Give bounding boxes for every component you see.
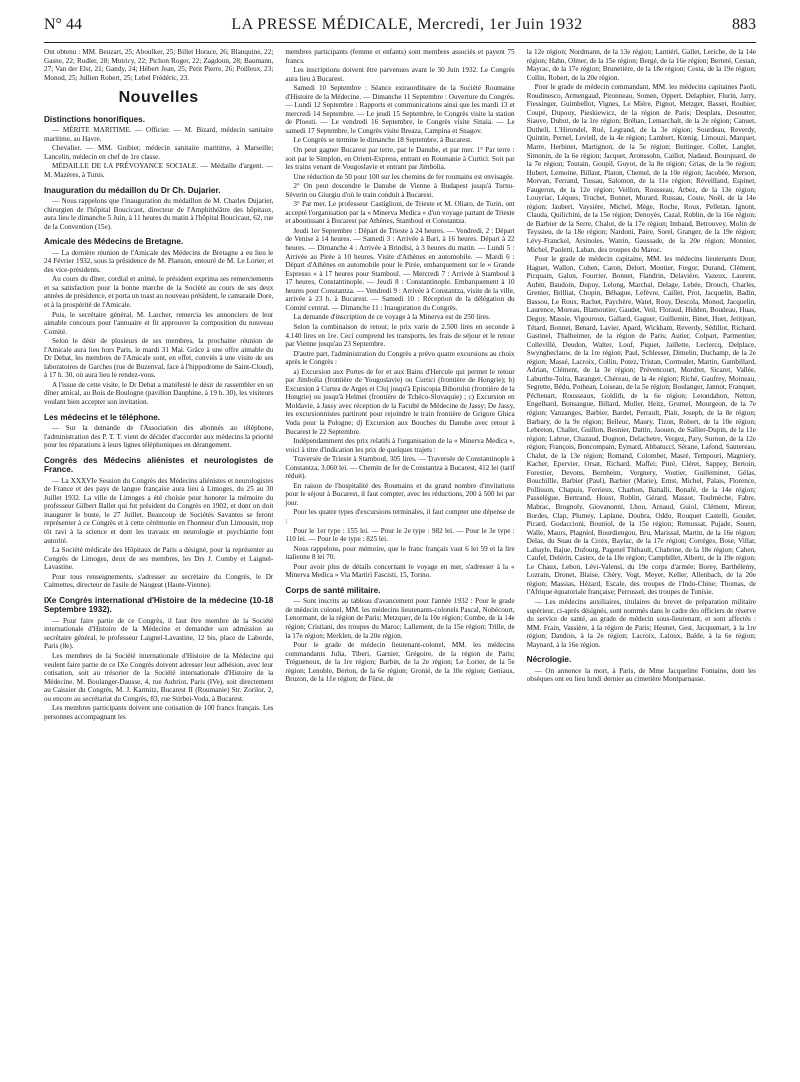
article-columns [44,48,756,1072]
paragraph: — Nous rappelons que l'inauguration du médaillon de M. Charles Dujarier, chirurgien de l'hôpital Boucicaut, directeur de l'Amphithéâtre des hôpitaux, aura lieu le dimanche 5 Juin, à 11 heures du matin à l'hôpital Boucicaut, 62, rue de la Convention (15e). [44,197,274,231]
paragraph: Selon la combinaison de retour, le prix varie de 2.500 lires en seconde à 4.140 lires en 1re. Ceci comprend les transports, les frais de séjour et le retour par Vienne jusqu'au 23 Septembre. [285,322,515,349]
paragraph: Jeudi 1er Septembre : Départ de Trieste à 24 heures. — Vendredi, 2 : Départ de Venise à 14 heures. — Samedi 3 : Arrivée à Bari, à 16 heures. Départ à 22 heures. — Dimanche 4 : Arrivée à Brindisi, à 3 heures du matin. — Lundi 5 : Arrivée au Pirée à 10 heures. Visite d'Athènes en automobile. — Mardi 6 : Départ d'Athènes en automobile pour le Pirée, embarquement sur le « Grande Espresso » à 17 heures pour Stamboul. — Mercredi 7 : Arrivée à Stamboul à 17 heures, Constantinople. — Jeudi 8 : Constantinople. Embarquement à 10 heures pour Constantza. — Vendredi 9 : Arrivée à Constantza, visite de la ville, arrivée à 23 h. à Bucarest. — Samedi 10 : Réception de la délégation du Comité central. — Dimanche 11 : Inauguration du Congrès. [285,226,515,312]
heading-distinctions: Distinctions honorifiques. [44,114,145,124]
paragraph: Les membres participants doivent une cotisation de 100 francs français. Les personnes accompagnant les [44,704,274,721]
paragraph: — La dernière réunion de l'Amicale des Médecins de Bretagne a eu lieu le 24 Février 1932, sous la présidence de M. Planson, entouré de M. Le Lorier, et des vice-présidents. [44,248,274,274]
paragraph: MÉDAILLE DE LA PRÉVOYANCE SOCIALE. — Médaille d'argent. — M. Mazères, à Tunis. [44,162,274,179]
page-header [44,16,756,40]
heading-corps-sante: Corps de santé militaire. [285,585,381,595]
paragraph: En raison de l'hospitalité des Roumains et du grand nombre d'invitations pour le séjour à Bucarest, il faut compter, avec les réductions, 200 à 500 lei par jour. [285,481,515,507]
paragraph: — MÉRITE MARITIME. — Officier. — M. Bizard, médecin sanitaire maritime, au Havre. [44,126,274,143]
paragraph: Pour tous renseignements, s'adresser au secrétaire du Congrès, le Dr Calmettes, directeur de l'asile de Naugeat (Haute-Vienne). [44,572,274,590]
paragraph: a) Excursion aux Portes de fer et aux Bains d'Hercule qui permet le retour par Jimbolia (frontière de Yougoslavie) ou Curtici (frontière de Hongrie); b) Excursion à Curtea de Arges et Cluj jusqu'à Episcopia Bihorului (frontière de la Hongrie) ou jusqu'à Helmei (frontière de Tchéco-Slovaquie) ; c) Excursion en Moldavie, à Jassy avec réception de la Faculté de Médecine de Jassy; De Jassy, les excursionnistes partiront pour rejoindre le train frontière de Grigore Ghica Voda pour la Pologne; d) Excursion aux Bouches du Danube avec retour à Bucarest le 22 Septembre. [285,367,515,436]
paragraph: Puis, le secrétaire général, M. Larcher, remercia les annonciers de leur aimable concours pour l'annuaire et fit approuver la composition du nouveau Comité. [44,310,274,336]
paragraph: — On annonce la mort, à Paris, de Mme Jacqueline Fontaine, dont les obsèques ont eu lieu lundi dernier au cimetière Montparnasse. [526,666,756,684]
paragraph: On peut gagner Bucarest par terre, par le Danube, et par mer. 1° Par terre : soit par le Simplon, en Orient-Express, entrant en Roumanie à Curtici. Soit par les trains venant de Vougoslavie et entrant par Jimbolia. [285,146,515,172]
paragraph: Pour avoir plus de détails concernant le voyage en mer, s'adresser à la « Minerva Medica » Via Martiri Fascisti, 15, Torino. [285,562,515,580]
heading-congres-histoire: IXe Congrès international d'Histoire de la médecine (10-18 Septembre 1932). [44,595,274,615]
heading-congres-alienistes: Congrès des Médecins aliénistes et neurologistes de France. [44,455,274,475]
paragraph: 3° Par mer. Le professeur Castiglioni, de Trieste et M. Oliaro, de Turin, ont accepté l'organisation par la « Minerva Medica » d'un voyage partant de Trieste et aboutissant à Bucarest par Athènes, Stamboul et Constantza. [285,200,515,226]
heading-telephone: Les médecins et le téléphone. [44,412,161,422]
paragraph: D'autre part, l'administration du Congrès a prévu quatre excursions au choix après le Congrès : [285,349,515,367]
paragraph: Une réduction de 50 pour 100 sur les chemins de fer roumains est envisagée. [293,172,515,181]
paragraph: — Les médecins auxiliaires, titulaires du brevet de préparation militaire supérieur, ci-après désignés, sont nommés dans le cadre des officiers de réserve du service de santé, au grade de médecin sous-lieutenant, et sont affectés : MM. Frain, Vassière, à la région de Paris; Heunet, Gest, Jacquemart, à la 1re région; Dandois, à la 2e région; Lacroix, Laloux, Balde, à la 6e région; Maynard, à la 16e région. [526,598,756,649]
paragraph: Pour le grade de médecin capitaine, MM. les médecins lieutenants Dour, Haguet, Wallon, Cohen, Caron, Delort, Moutier, Fregor, Durand, Clément, Picquain, Galon, Fourrier, Bonnet, Flandrin, Delavière, Vazeux, Laurent, Aubin, Baudoin, Dupuy, Lelong, Marchal, Delage, Lebée, Drouch, Charles, Grenier, Brilliat, Chopin, Béhague, Lefèvre, Caillet, Prot, Jacquelin, Badin, Bassou, Le Roux, Rachet, Paychère, Watel, Rouy, Descola, Monod, Jacquelin, Laurence, Moreau, Blamoutier, Gaudet, Veil, Floraud, Hidden, Boudeau, Huas, Deguy, Massie, Vigouroux, Gallard, Gaguer, Guillemin, Binet, Huet, Jetitjean, Tétard, Bonnet, Benard, Lavier, Apard, Wickham, Reverdy, Sédillot, Richard, Gastinel, Thalheimer, de la région de Paris; Autier, Colpart, Parmentier, Collevillé, Deudon, Walter, Louf, Piquet, Jaillette, Leclercq, Delplace, Swyngheclauw, de la 1re région; Paul, Schlesser, Dimelin, Duchamp, de la 2e région; Massé, Lacroix, Collin, Potez, Tristan, Cormudet, Martin, Gambillard, Adrian, Clément, de la 3e région; Prévencourt, Mordret, Sicaret, Vallée, Laburthe-Tolra, Baranger, Chéreau, de la 4e région; Riché, Gaufrey, Moineau, Segrette, Bédu, Pothean, Loiseau, de la 5e région; Boulanger, Jannot, Franquet, Péchenart, Rousseaux, Goldith, de la 6e région; Letondahon, Netton, Engelhard, Bonsaugue, Billard, Muller, Heitz, Grumel, Mourgeon, de la 7e région; Vanzanges, Barbier, Bardet, Perrault, Plait, Joseph, de la 8e région; Barbary, de la 9e région; Belleuc, Maury, Tizon, Robert, de la 10e région; Lebreton, Challet, Guillon, Besnier, Dattin, Jaouen, de Sallier-Dupin, de la 11e région; Labrue, Chazaud, Dognon, Delachetre, Vergez, Pary, Surnun, de la 12e région; François, Boncompain, Eymard, Abbatucci, Sérane, Lafond, Sautereau, Chalut, de la 13e région; Romand, Colombet, Masré, Tempouri, Magniery, Kacher, Epervier, Orsat, Richard, Maffei; Pitré, Cléret, Sappey, Bertoin, Forestier, Devons, Bernheim, Vergnery, Voutier, Guilleminet, Gélas, Bouchillle, Barbier (Paul), Barbier (Marie), Ernst, Michel, Palais, Florence, Pollisson, Chapuis, Ferrieux, Charbon, Battalli, Bonafé, de la 14e région; Passelègue, Bertrand, Houst, Roblin, Gérard, Massot, Toulmèche, Fabre, Mabrac, Brognoly, Giovanonni, Lhou, Arnaud, Guiol, Clément, Mireur, Bordes, Clap, Plumey, Laplane, Doubra, Oddo, Rouquet Castelli, Goudet, Picard, Godaccioni, Bouniol, de la 15e région; Remussat, Pujade, Souen, Walle, Maurs, Plagniol, Bourdiengou, Bru, Marissal, Martin, de la 16e région; Delas, du Suau de la Croix, Baylac, de la 17e région; Corréges, Bose, Villar, Labayle, Bajue, Dufourg, Pagenel Thibault, Chabrine, de la 18e région; Cahen, Caufel, Delérin, Castex, de la 18e région; Campbillet, Alberti, de la 19e région; Le Chaux, Lebon, Lévi-Valensi, du 19e corps d'armée; Borey, Barthélemy, Lozrain, Dronet, Blaise, Chéry, Vogt, Meyer, Keller, Allenbach, de la 20e région; Massias, Hézard, Escale, des troupes de l'Indo-Chine; Thomas, de l'Afrique équatoriale française; Perrussel, des troupes de Tunisie. [526,255,756,597]
paragraph: Traversée de Trieste à Stamboul, 305 lires. — Traversée de Constantinople à Constantza, 3.060 lei. — Chemin de fer de Constantza à Bucarest, 412 lei (tarif réduit). [285,455,515,481]
paragraph: Pour le grade de médecin lieutenant-colonel, MM. les médecins commandants Julia, Tiberi, Garnier, Grégoire, de la région de Paris; Tréguenoux, de la 1re région; Barbin, de la 2e région; Le Lorier, de la 5e région; Lenoble, Berton, de la 6e région; Gronié, de la 10e région; Geniaux, Bruzon, de la 11e région; de Fürst, de [285,641,515,684]
paragraph: Le Congrès se termine le dimanche 18 Septembre, à Bucarest. [293,136,472,145]
column-1 [44,48,273,1072]
results-paragraph: Ont obtenu : MM. Beuzart, 25; Aboulker, 25; Billet Horace, 26; Blanquine, 22; Gasne, 22; Rudler, 28; Mutricy, 22; Pichon Roger, 22; Zagdoun, 28; Baumann, 27; Van der Elst, 21; Gandy, 24; Hébert Jean, 25; Petit Pierre, 26; Poilleux, 23; Monod, 25; Jullien Robert, 25; Lebel Frédéric, 23. [44,48,274,82]
paragraph: membres participants (femme et enfants) sont membres associés et payent 75 francs. [285,48,515,65]
heading-inauguration: Inauguration du médaillon du Dr Ch. Dujarier. [44,185,221,195]
paragraph: — Sur la demande de l'Association des abonnés au téléphone, l'administration des P. T. T. vient de décider d'accorder aux médecins la priorité pour les réparations à leurs lignes téléphoniques en dérangement. [44,424,274,450]
heading-amicale: Amicale des Médecins de Bretagne. [44,237,184,247]
paragraph: Au cours du dîner, cordial et animé, le président exprima ses remerciements et sa satisfaction pour la bonne marche de la Société au cours de ses deux années de présidence, et porta un toast au nouveau président, le camarade Dore, et à la prospérité de l'Amicale. [44,275,274,309]
column-2 [285,48,514,1072]
section-heading-nouvelles: Nouvelles [118,89,199,107]
paragraph: — Pour faire partie de ce Congrès, il faut être membre de la Société internationale d'Histoire de la Médecine et demander son admission au secrétaire général, le professeur Laignel-Lavastine, 12 bis, place de Laborde, Paris (8e). [44,616,274,651]
paragraph: La Société médicale des Hôpitaux de Paris a désigné, pour la représenter au Congrès de Limoges, deux de ses membres, les Drs J. Comby et Laignel-Lavastine. [44,546,274,572]
column-3 [527,48,756,1072]
page-number: 883 [731,16,756,33]
paragraph: la 12e région; Nordmann, de la 13e région; Lantiéri, Gallet, Leriche, de la 14e région; Hahn, Olmer, de la 15e région; Bergé, de la 16e région; Berteté, Cestan, Mayrac, de la 17e région; Brunetière, de la 18e région; Costa, de la 19e région; Collin, Robert, de la 20e région. [526,48,756,82]
paragraph: Pour le grade de médecin commandant, MM. les médecins capitaines Paoli, Roudinesco, Armengaud, Pironneau, Somen, Oppert, Delaphier, Flurin, Jarry, Fiessinger, Guimbellot, Vignes, Le Mière, Pignot, Metzger, Basset, Roubier, Coupé, Dupouy, Pieskiewicz, de la région de Paris; Desplats, Desoutter, Siauve, Dubot, de la 1re région; Bréhan, Lemarchalt, de la 2e région; Canuet, Duthell, L'Hirondel, Rué, Legrand, de la 3e région; Sourdeau, Reverdy, Quintin, Pernel, Leviell, de la 4e région; Lambert, Kœnig, Limouzi, Marquet, Marre, Herbinet, Martignon, de la 5e région; Buttinger, Collet, Langlet, Simonin, de la 6e région; Jacquet, Aronssohn, Caillot, Nadaud, Bourquard, de la 7e région; Toutain, Goupil, Guyot, de la 8e région; Grias, de la 9e région; Hubert, Lemoine, Billaut, Platon, Chemel, de la 10e région; Jacobée, Merson, Morvan, Ferrand, Tussau, Salomon, de la 11e région; Réveilland, Espinet, Faugeron, de la 12e région; Veillon, Rousseau, Arbez, de la 13e région; Louyriac, Lèques, Truchet, Bonnet, Murard, Russau, Coste, Noël, de la 14e région; Jaubert, Vaysière, Michel, Mège, Roche, Roux, Pelletan, Ignont, Clauda, Quilichini, de la 15e région; Denoyès, Cazal, Roblin, de la 16e région; de Barbier de la Serre, Chalot, de la 17e région; Imbaud, Betrouvey, Molin de Teyssieu, de la 18e région; Nardoni, Paire, Sorel, Granger, de la 19e région; Lévy-Franckel, Arsinoles, Watrin, Gaussade, de la 20e région; Monnier, Michel, Paoletti, Laban, des troupes du Maroc. [526,83,756,254]
paragraph: Les membres de la Société internationale d'Histoire de la Médecine qui veulent faire partie de ce IXe Congrès doivent adresser leur adhésion, avec leur cotisation, soit au trésorier de la Société internationale d'Histoire de la Médecine, M. Boulanger-Dausse, 4, rue Aubriot, Paris (IVe), soit directement au Caissier du Congrès, M. J. Karmitz, Bucarest II (Roumanie) Str. Zorilor, 2, ou encore au secrétariat du Congrès, 83, rue Stirbei-Voda, à Bucarest. [44,651,274,703]
header-rule [44,42,756,43]
paragraph: A l'issue de cette visite, le Dr Debat a manifesté le désir de rassembler en un dîner amical, au Bois de Boulogne (pavillon Dauphine, à 19 h. 30), les visiteurs voulant bien accepter son invitation. [44,380,274,406]
paragraph: Chevalier. — MM. Guibier, médecin sanitaire maritime, à Marseille; Lancelin, médecin en chef de 1re classe. [44,144,274,161]
paragraph: Pour le 1er type : 155 lei. — Pour le 2e type : 982 lei. — Pour le 3e type : 110 lei. — Pour le 4e type : 825 lei. [285,526,515,544]
issue-number: N° 44 [44,16,82,33]
paragraph: — Sont inscrits au tableau d'avancement pour l'année 1932 : Pour le grade de médecin colonel, MM. les médecins lieutenants-colonels Pascal, Nobécourt, Lenormant, de la région de Paris; Metzquer, de la 10e région; Combe, de la 14e région; Cristiani, des troupes du Maroc; Lallement, de la 15e région; Trille, de la 17e région; Merklen, de la 20e région. [285,597,515,640]
paragraph: La demande d'inscription de ce voyage à la Minerva est de 250 lires. [293,313,491,322]
paragraph: Samedi 10 Septembre : Séance extraordinaire de la Société Roumaine d'Histoire de la Médecine. — Dimanche 11 Septembre : Ouverture du Congrès. — Lundi 12 Septembre : Rapports et communications ainsi que les mardi 13 et mercredi 14 Septembre. — Le jeudi 15 Septembre, le Congrès visite la station de Ploesti. — Le vendredi 16 Septembre, le Congrès visite Sinaia. — Le samedi 17 Septembre, le Congrès visite Breaza, Campina et Snagov. [285,84,515,135]
paragraph: — La XXXVIe Session du Congrès des Médecins aliénistes et neurologistes de France et des pays de langue française aura lieu à Limoges, du 25 au 30 Juillet 1932. La ville de Limoges a été choisie pour honorer la mémoire du professeur Gilbert Ballet qui fut président du Congrès en 1902, et dont on doit inaugurer le buste, le 27 Juillet. Beaucoup de Sociétés Savantes se feront représenter à ce Congrès et à cette cérémonie en l'honneur d'un Limousin, trop tôt ravi à la science et dont les travaux en neurologie et psychiatrie font autorité. [44,476,274,545]
heading-necrologie: Nécrologie. [526,655,572,665]
paragraph: 2° On peut descendre le Danube de Vienne à Budapest jusqu'à Turnu-Séverin ou Giurgiu d'où le train conduit à Bucarest. [285,182,515,199]
paragraph: Pour les quatre types d'excursions terminales, il faut compter une dépense de : [285,508,515,525]
paragraph: Nous rappelons, pour mémoire, que le franc français vaut 6 lei 59 et la lire italienne 8 lei 70. [285,544,515,562]
paragraph: Indépendamment des prix relatifs à l'organisation de la « Minerva Medica », voici à titre d'indication les prix de quelques trajets : [285,437,515,454]
paragraph: Les inscriptions doivent être parvenues avant le 30 Juin 1932. Le Congrès aura lieu à Bucarest. [285,66,515,83]
journal-title: LA PRESSE MÉDICALE, Mercredi, 1er Juin 1932 [231,16,583,33]
paragraph: Selon le désir de plusieurs de ses membres, la prochaine réunion de l'Amicale aura lieu hors Paris, le mardi 31 Mai. Grâce à une offre aimable du Dr Debat, les membres de l'Amicale sont, en effet, conviés à une visite de ses laboratoires de Garches (rue de Buzenval, face à l'hippodrome de Saint-Cloud), à 17 h. 30, où aura lieu le rendez-vous. [44,337,274,380]
